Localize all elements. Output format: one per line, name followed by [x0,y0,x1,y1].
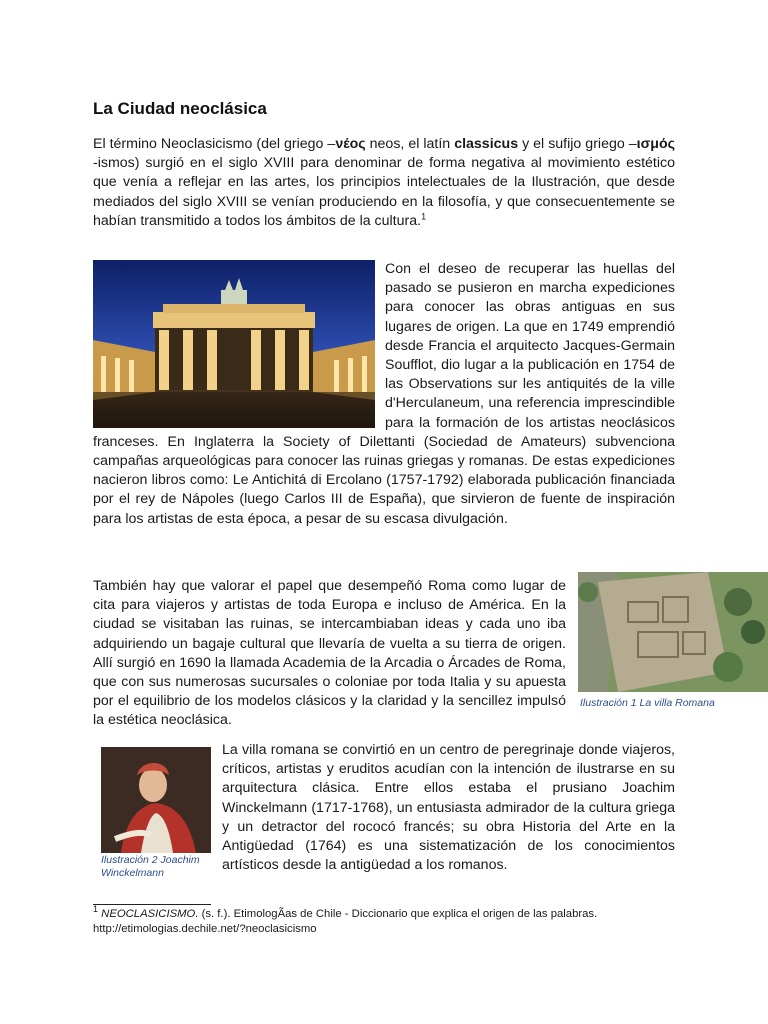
greek-word-neos: νέος [335,136,366,152]
caption-winckelmann: Ilustración 2 Joachim Winckelmann [101,854,200,879]
paragraph-villa: La villa romana se convirtió en un centro de peregrinaje donde viajeros, críticos, artistas y eruditos acudían con la intención de ilustrarse en su arquitectura clásica. Entre ellos estaba el prusiano Joachim Winckelmann (1717-1768), un entusiasta admirador de la cultura griega y un detractor del rococó francés; su obra Historia del Arte en la Antigüedad (1764) es una sistematización de los conocimientos artísticos desde la antigüedad a los romanos. [222,742,675,874]
footnote-number: 1 [93,904,99,915]
brandenburg-gate-illustration [93,260,375,428]
paragraph-intro [93,135,675,231]
paragraph-rome: También hay que valorar el papel que desempeñó Roma como lugar de cita para viajeros y artistas de toda Europa e incluso de América. En la ciudad se visitaban las ruinas, se intercambiaban ideas y cada uno iba adquiriendo un bagaje cultural que llevaría de vuelta a su tierra de origen. Allí surgió en 1690 la llamada Academia de la Arcadia o Árcades de Roma, que con sus numerosas sucursales o coloniae por toda Italia y su apuesta por el equilibrio de los modelos clásicos y la claridad y la sencillez impulsó la estética neoclásica. [93,578,566,729]
greek-suffix-ismos: ισμός [636,136,675,152]
intro-text-d: -ismos) surgió en el siglo XVIII para denominar de forma negativa al movimiento estético que venía a reflejar en las artes, los principios intelectuales de la Ilustración, que desde mediados del siglo XVIII se venían produciendo en la filosofía, y que consecuentemente se habían transmitido a todos los ámbitos de la cultura. [93,155,675,229]
page-title: La Ciudad neoclásica [93,99,267,118]
expeditions-text: Con el deseo de recuperar las huellas del pasado se pusieron en marcha expediciones para conocer las obras antiguas en sus lugares de origen. La que en 1749 emprendió desde Francia el arquitecto Jacques-Germain Soufflot, dio lugar a la publicación en 1754 de las Observations sur les antiquités de la ville d'Herculaneum, una referencia imprescindible para la formación de los artistas neoclásicos franceses. En Inglaterra la Society of Dilettanti (Sociedad de Amateurs) subvenciona campañas arqueológicas para conocer las ruinas griegas y romanas. De estas expediciones nacieron libros como: Le Antichitá di Ercolano (1757-1792) elaborada publicación financiada por el rey de Nápoles (luego Carlos III de España), que sirvieron de fuente de inspiración para los artistas de esta época, a pesar de su escasa divulgación. [93,261,675,527]
roman-villa-illustration [578,572,768,692]
caption-roman-villa: Ilustración 1 La villa Romana [580,697,715,709]
paragraph-expeditions [93,260,675,529]
footnote [93,904,693,937]
winckelmann-portrait-illustration [101,747,211,853]
intro-text-b: neos, el latín [365,136,455,152]
roman-villa-image [578,572,768,692]
footnote-reference: 1 [421,211,427,222]
footnote-url[interactable]: http://etimologias.dechile.net/?neoclasicismo [93,923,317,935]
footnote-citation [93,904,693,922]
intro-text-a: El término Neoclasicismo (del griego – [93,136,336,152]
footnote-divider [93,904,211,905]
footnote-text: (s. f.). EtimologÃas de Chile - Diccionario que explica el origen de las palabras. [198,908,598,920]
latin-word-classicus: classicus [454,136,519,152]
brandenburg-gate-image [93,260,375,428]
intro-text-c: y el sufijo griego – [518,136,637,152]
winckelmann-portrait-image [101,747,211,853]
footnote-title: NEOCLASICISMO. [101,908,199,920]
